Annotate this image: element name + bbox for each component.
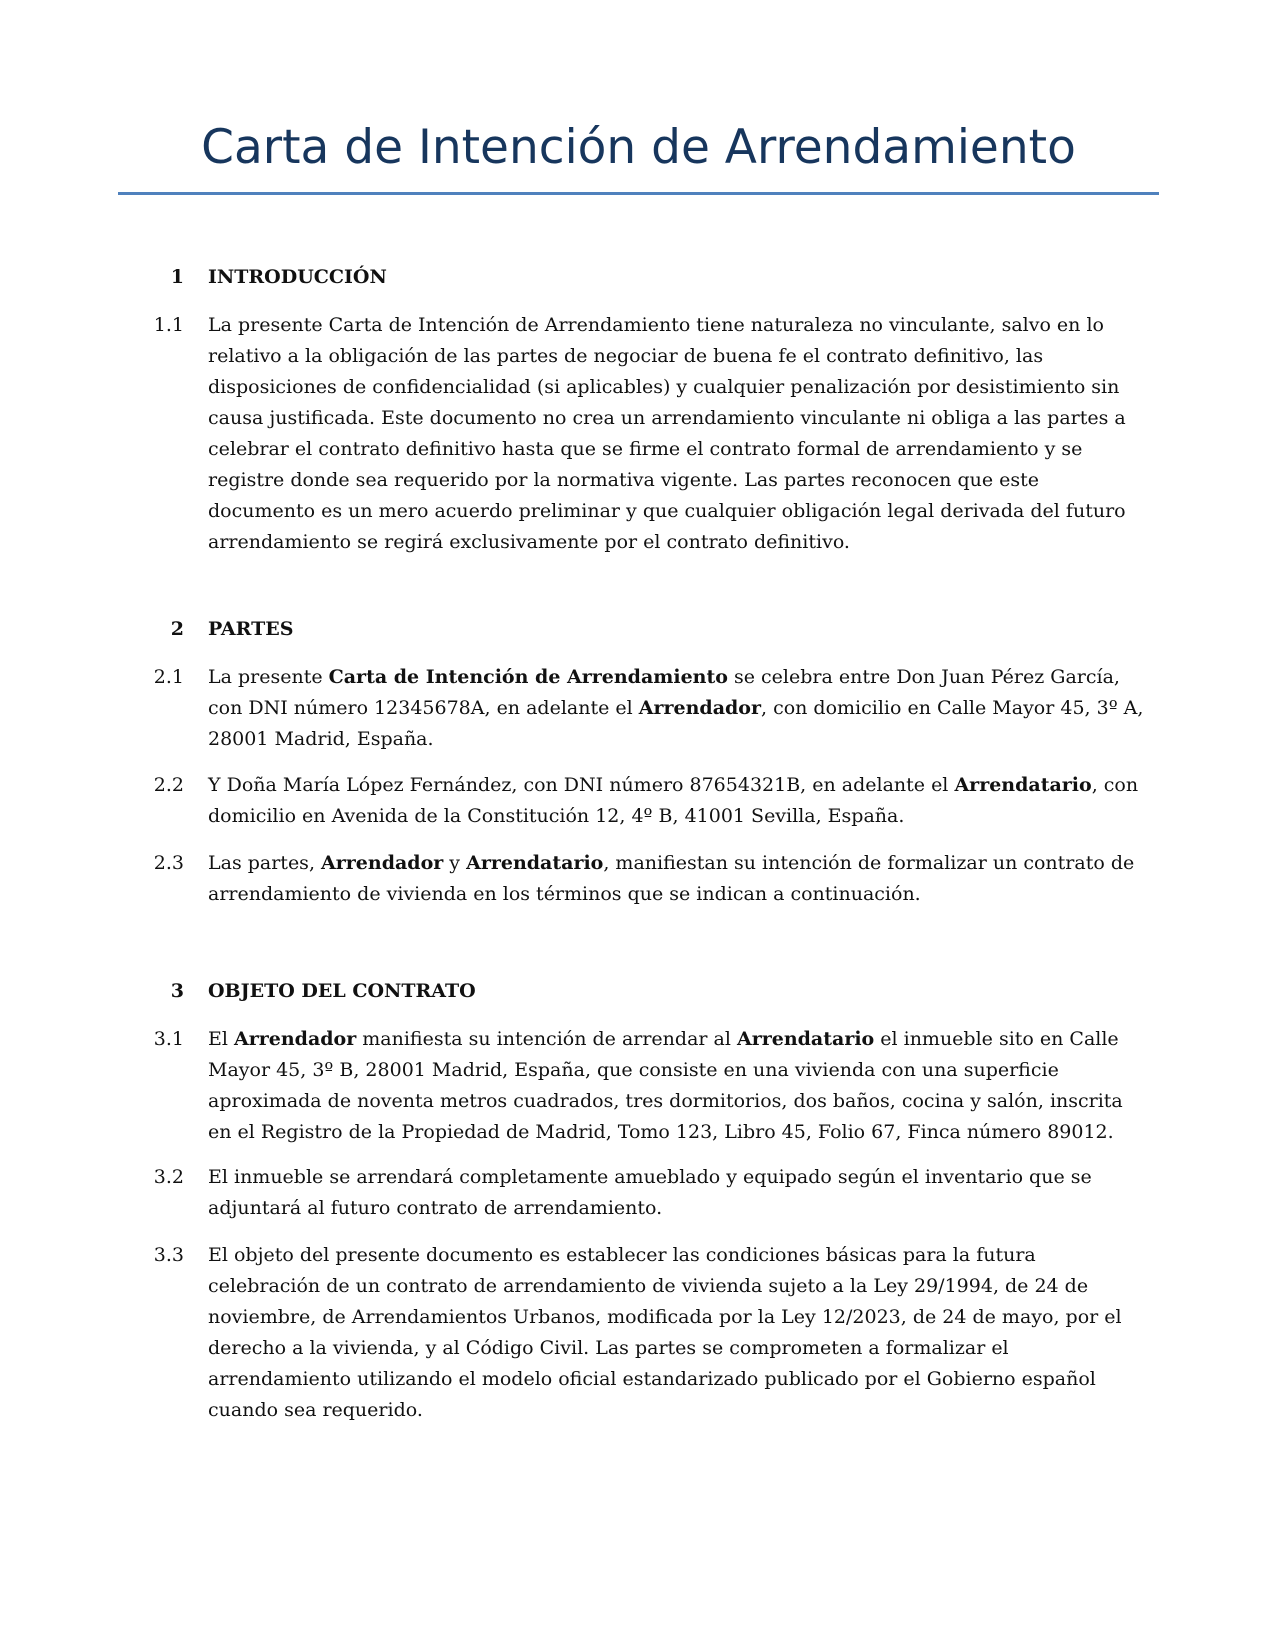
clause-3-1 xyxy=(150,1024,1150,1148)
clause-number: 2.2 xyxy=(153,774,184,796)
clause-text-part: Las partes, xyxy=(208,852,322,874)
clause-bold-term: Arrendatario xyxy=(736,1028,875,1050)
clause-text-part: , con domicilio en Calle Mayor 45, 3º A, 28001 Madrid, España. xyxy=(208,697,1144,750)
clause-2-1 xyxy=(150,662,1150,755)
clause-number: 2.1 xyxy=(153,666,184,688)
clause-bold-term: Arrendatario xyxy=(954,774,1092,796)
section-number: 3 xyxy=(170,980,184,1002)
clause-text xyxy=(208,662,1148,755)
title-underline xyxy=(118,192,1159,195)
clause-bold-term: Arrendador xyxy=(234,1028,357,1050)
clause-number: 1.1 xyxy=(153,314,184,336)
clause-3-3 xyxy=(150,1240,1150,1426)
section-title: INTRODUCCIÓN xyxy=(208,266,387,288)
clause-text-part: se celebra entre Don Juan Pérez García, con DNI número 12345678A, en adelante el xyxy=(208,666,1120,719)
clause-text-part: , con domicilio en Avenida de la Constitución 12, 4º B, 41001 Sevilla, España. xyxy=(208,774,1139,827)
clause-text-part: El inmueble se arrendará completamente amueblado y equipado según el inventario que se adjuntará al futuro contrato de arrendamiento. xyxy=(208,1166,1092,1219)
clause-text xyxy=(208,1024,1148,1148)
clause-text xyxy=(208,1240,1148,1426)
section-title: PARTES xyxy=(208,618,294,640)
clause-bold-term: Carta de Intención de Arrendamiento xyxy=(328,666,728,688)
clause-number: 3.2 xyxy=(153,1166,184,1188)
clause-number: 2.3 xyxy=(153,852,184,874)
clause-text-part: y xyxy=(443,852,467,874)
clause-1-1 xyxy=(150,310,1150,558)
clause-text-part: el inmueble sito en Calle Mayor 45, 3º B, 28001 Madrid, España, que consiste en una vivienda con una superficie aproximada de noventa metros cuadrados, tres dormitorios, dos baños, cocina y salón, inscrita en el Registro de la Propiedad de Madrid, Tomo 123, Libro 45, Folio 67, Finca número 89012. xyxy=(208,1028,1123,1143)
clause-2-2 xyxy=(150,770,1150,832)
clause-text xyxy=(208,848,1148,910)
clause-number: 3.3 xyxy=(153,1244,184,1266)
section-number: 1 xyxy=(170,266,184,288)
clause-text-part: manifiesta su intención de arrendar al xyxy=(356,1028,737,1050)
clause-text-part: El xyxy=(208,1028,234,1050)
clause-3-2 xyxy=(150,1162,1150,1224)
clause-text xyxy=(208,1162,1148,1224)
document-title: Carta de Intención de Arrendamiento xyxy=(201,120,1076,175)
section-title: OBJETO DEL CONTRATO xyxy=(208,980,476,1002)
clause-2-3 xyxy=(150,848,1150,910)
clause-bold-term: Arrendatario xyxy=(466,852,604,874)
clause-text xyxy=(208,310,1148,558)
clause-number: 3.1 xyxy=(153,1028,184,1050)
clause-text xyxy=(208,770,1148,832)
clause-bold-term: Arrendador xyxy=(638,697,761,719)
section-number: 2 xyxy=(170,618,184,640)
clause-text-part: El objeto del presente documento es establecer las condiciones básicas para la futura celebración de un contrato de arrendamiento de vivienda sujeto a la Ley 29/1994, de 24 de noviembre, de Arrendamientos Urbanos, modificada por la Ley 12/2023, de 24 de mayo, por el derecho a la vivienda, y al Código Civil. Las partes se comprometen a formalizar el arrendamiento utilizando el modelo oficial estandarizado publicado por el Gobierno español cuando sea requerido. xyxy=(208,1244,1122,1421)
clause-text-part: La presente Carta de Intención de Arrendamiento tiene naturaleza no vinculante, salvo en lo relativo a la obligación de las partes de negociar de buena fe el contrato definitivo, las disposiciones de confidencialidad (si aplicables) y cualquier penalización por desistimiento sin causa justificada. Este documento no crea un arrendamiento vinculante ni obliga a las partes a celebrar el contrato definitivo hasta que se firme el contrato formal de arrendamiento y se registre donde sea requerido por la normativa vigente. Las partes reconocen que este documento es un mero acuerdo preliminar y que cualquier obligación legal derivada del futuro arrendamiento se regirá exclusivamente por el contrato definitivo. xyxy=(208,314,1126,553)
clause-bold-term: Arrendador xyxy=(321,852,444,874)
clause-text-part: Y Doña María López Fernández, con DNI número 87654321B, en adelante el xyxy=(208,774,955,796)
clause-text-part: La presente xyxy=(208,666,329,688)
clause-text-part: , manifiestan su intención de formalizar un contrato de arrendamiento de vivienda en los términos que se indican a continuación. xyxy=(208,852,1135,905)
